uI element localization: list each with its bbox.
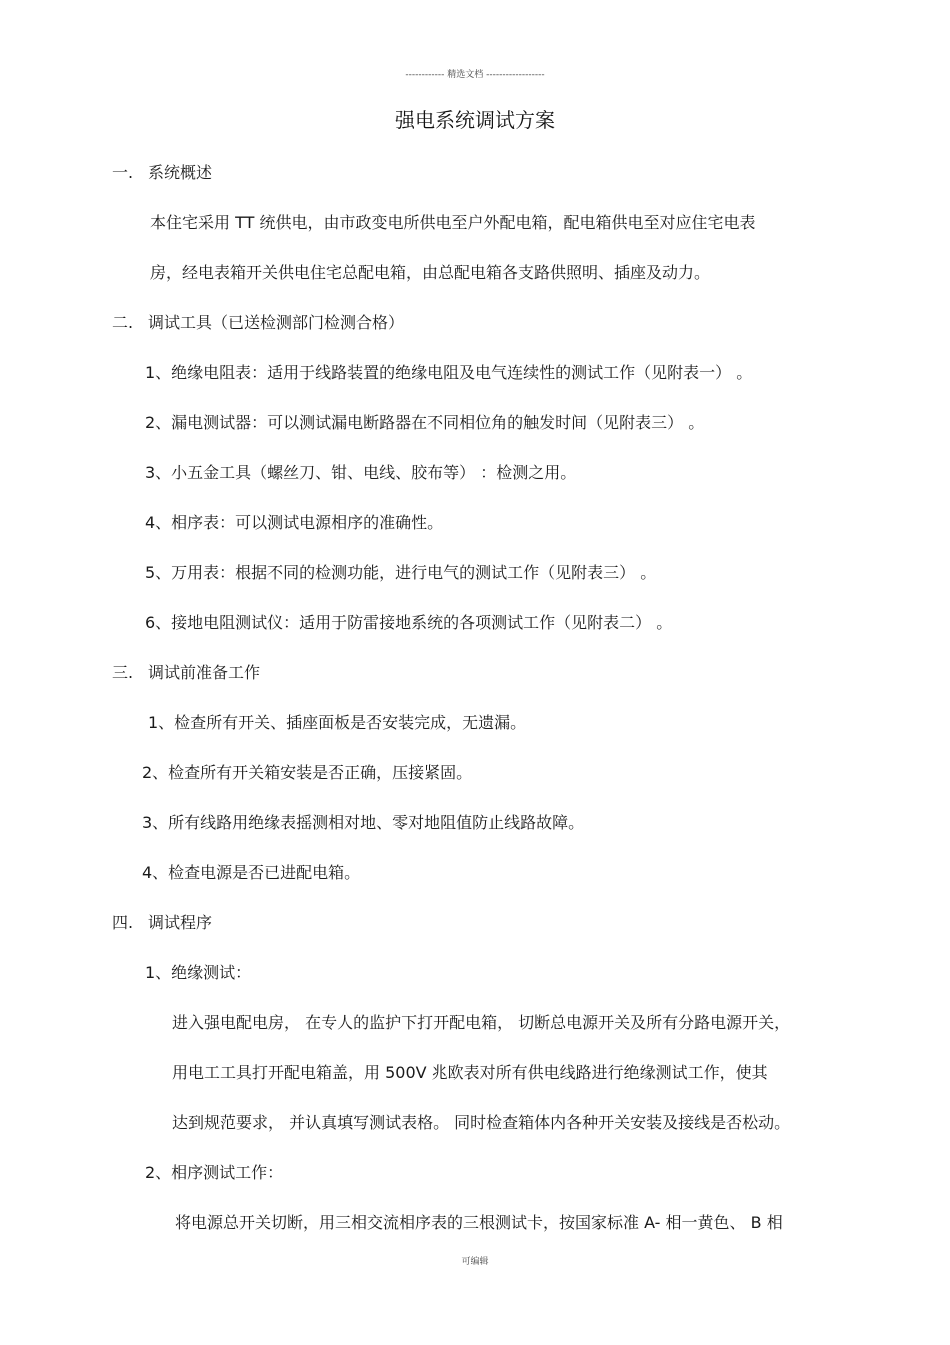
step-line: 将电源总开关切断，用三相交流相序表的三根测试卡，按国家标准 A- 相一黄色、 B 相 bbox=[175, 1213, 783, 1232]
section-number: 四. bbox=[112, 913, 134, 932]
paragraph-line: 房，经电表箱开关供电住宅总配电箱，由总配电箱各支路供照明、插座及动力。 bbox=[150, 263, 711, 282]
section-title: 调试工具（已送检测部门检测合格） bbox=[148, 313, 405, 332]
step-title: 2、相序测试工作： bbox=[145, 1163, 284, 1182]
step-line: 用电工工具打开配电箱盖，用 500V 兆欧表对所有供电线路进行绝缘测试工作，使其 bbox=[172, 1063, 768, 1082]
section-title: 调试前准备工作 bbox=[148, 663, 261, 682]
prep-item: 2、检查所有开关箱安装是否正确，压接紧固。 bbox=[142, 763, 473, 782]
prep-item: 4、检查电源是否已进配电箱。 bbox=[142, 863, 361, 882]
document-title: 强电系统调试方案 bbox=[395, 108, 555, 132]
tool-item: 5、万用表：根据不同的检测功能，进行电气的测试工作（见附表三） 。 bbox=[145, 563, 657, 582]
paragraph-line: 本住宅采用 TT 统供电，由市政变电所供电至户外配电箱，配电箱供电至对应住宅电表 bbox=[150, 213, 756, 232]
section-number: 三. bbox=[112, 663, 134, 682]
prep-item: 1、检查所有开关、插座面板是否安装完成，无遗漏。 bbox=[148, 713, 527, 732]
page-footer: 可编辑 bbox=[461, 1257, 489, 1267]
section-4-heading bbox=[112, 910, 212, 933]
tool-item: 3、小五金工具（螺丝刀、钳、电线、胶布等） ：检测之用。 bbox=[145, 463, 577, 482]
step-title: 1、绝缘测试： bbox=[145, 963, 252, 982]
prep-item: 3、所有线路用绝缘表摇测相对地、零对地阻值防止线路故障。 bbox=[142, 813, 585, 832]
tool-item: 2、漏电测试器：可以测试漏电断路器在不同相位角的触发时间（见附表三） 。 bbox=[145, 413, 705, 432]
section-number: 二. bbox=[112, 313, 134, 332]
tool-item: 1、绝缘电阻表：适用于线路装置的绝缘电阻及电气连续性的测试工作（见附表一） 。 bbox=[145, 363, 753, 382]
tool-item: 4、相序表：可以测试电源相序的准确性。 bbox=[145, 513, 444, 532]
tool-item: 6、接地电阻测试仪：适用于防雷接地系统的各项测试工作（见附表二） 。 bbox=[145, 613, 673, 632]
section-title: 调试程序 bbox=[148, 913, 213, 932]
section-1-heading bbox=[112, 160, 212, 183]
page-header: ------------ 精选文档 ------------------ bbox=[405, 70, 545, 80]
step-line: 达到规范要求， 并认真填写测试表格。 同时检查箱体内各种开关安装及接线是否松动。 bbox=[172, 1113, 791, 1132]
section-3-heading bbox=[112, 660, 260, 683]
section-title: 系统概述 bbox=[148, 163, 213, 182]
step-line: 进入强电配电房， 在专人的监护下打开配电箱， 切断总电源开关及所有分路电源开关， bbox=[172, 1013, 791, 1032]
section-number: 一. bbox=[112, 163, 134, 182]
section-2-heading bbox=[112, 310, 404, 333]
